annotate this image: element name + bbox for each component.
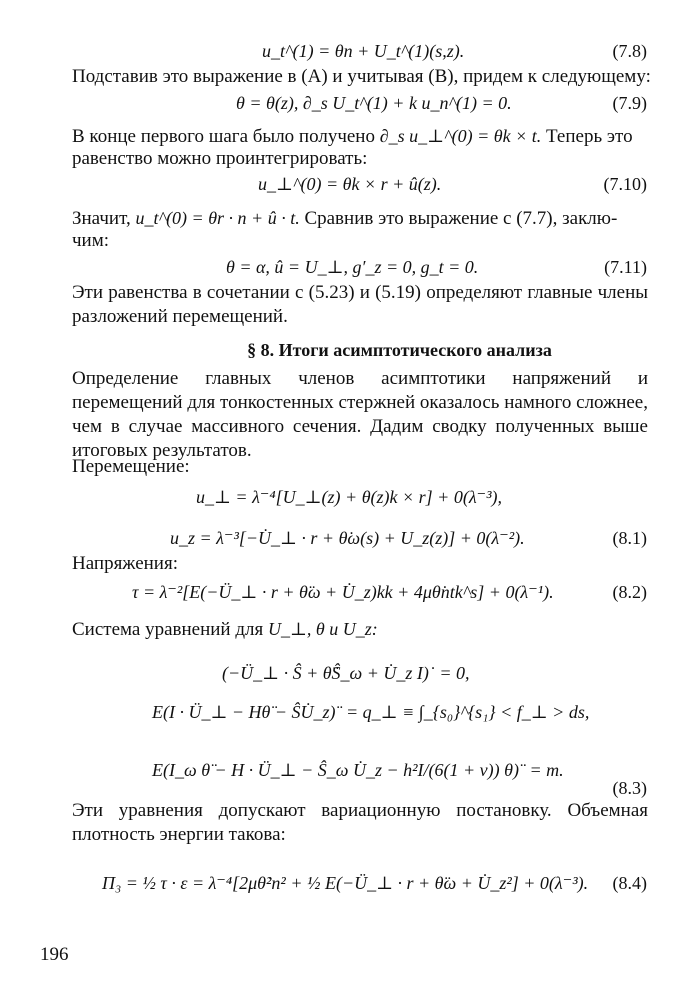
paragraph-3-text-a: Значит,	[72, 208, 136, 229]
equation-number-7-9: (7.9)	[612, 93, 647, 113]
equation-8-3-a: (−Ü_⊥ · Ŝ + θ̈Ŝ_ω + U̇_z I)˙ = 0,	[222, 663, 470, 683]
paragraph-2-line-1	[72, 124, 633, 148]
equation-number-7-8: (7.8)	[612, 41, 647, 61]
paragraph-9: Эти уравнения допускают вариационную постановку. Объемная плотность энергии такова:	[72, 800, 648, 845]
page-number: 196	[40, 944, 69, 965]
equation-number-8-2: (8.2)	[612, 582, 647, 602]
paragraph-3-line-1	[72, 206, 617, 230]
equation-7-10: u_⊥^(0) = θk × r + û(z).	[258, 174, 442, 194]
equation-8-3-c: E(I_ω θ̈ − H · Ü_⊥ − Ŝ_ω U̇_z − h²I/(6(1 + ν)) θ)¨ = m.	[152, 760, 564, 780]
paragraph-2-line-2: равенство можно проинтегрировать:	[72, 148, 368, 169]
paragraph-1: Подставив это выражение в (A) и учитывая (B), придем к следующему:	[72, 66, 651, 87]
equation-7-9: θ = θ(z), ∂_s U_t^(1) + k u_n^(1) = 0.	[236, 93, 512, 113]
equation-number-8-1: (8.1)	[612, 528, 647, 548]
equation-8-4: Π₃ = ½ τ · ε = λ⁻⁴[2μθ̇²n² + ½ E(−Ü_⊥ · r + θ̈ω + U̇_z²] + 0(λ⁻³).	[102, 873, 589, 893]
section-heading: § 8. Итоги асимптотического анализа	[247, 340, 552, 360]
equation-number-8-3: (8.3)	[612, 778, 647, 798]
inline-formula-2: u_t^(0) = θr · n + û · t.	[135, 208, 300, 228]
paragraph-2-text-a: В конце первого шага было получено	[72, 126, 380, 147]
equation-7-11: θ = α, û = U_⊥, g′_z = 0, g_t = 0.	[226, 257, 479, 277]
equation-8-1-b: u_z = λ⁻³[−U̇_⊥ · r + θ̇ω(s) + U_z(z)] + 0(λ⁻²).	[170, 528, 525, 548]
equation-number-7-10: (7.10)	[603, 174, 647, 194]
equation-8-3-b: E(I · Ü_⊥ − Hθ̈ − ŜU̇_z)¨ = q_⊥ ≡ ∫_{s₀}^{s₁} < f_⊥ > ds,	[152, 702, 590, 722]
equation-number-8-4: (8.4)	[612, 873, 647, 893]
equation-7-8: u_t^(1) = θn + U_t^(1)(s,z).	[262, 41, 465, 61]
equation-number-7-11: (7.11)	[604, 257, 647, 277]
paragraph-7: Напряжения:	[72, 553, 178, 574]
paragraph-5: Определение главных членов асимптотики напряжений и перемещений для тонкостенных стержней оказалось намного сложнее, чем в случае массивного сечения. Дадим сводку полученных выше итоговых результатов.	[72, 368, 648, 461]
paragraph-8	[72, 617, 378, 641]
paragraph-4: Эти равенства в сочетании с (5.23) и (5.19) определяют главные члены разложений перемещений.	[72, 282, 648, 327]
paragraph-3-line-2: чим:	[72, 230, 110, 251]
equation-8-1-a: u_⊥ = λ⁻⁴[U_⊥(z) + θ(z)k × r] + 0(λ⁻³),	[196, 487, 503, 507]
equation-8-2: τ = λ⁻²[E(−Ü_⊥ · r + θ̈ω + U̇_z)kk + 4μθ̇ntk^s] + 0(λ⁻¹).	[132, 582, 554, 602]
paragraph-3-text-b: Сравнив это выражение с (7.7), заклю-	[299, 208, 618, 229]
inline-formula-1: ∂_s u_⊥^(0) = θk × t.	[379, 126, 542, 146]
paragraph-6: Перемещение:	[72, 456, 190, 477]
paragraph-8-text: Система уравнений для	[72, 619, 268, 640]
inline-formula-3: U_⊥, θ и U_z:	[267, 619, 378, 639]
paragraph-2-text-b: Теперь это	[541, 126, 633, 147]
